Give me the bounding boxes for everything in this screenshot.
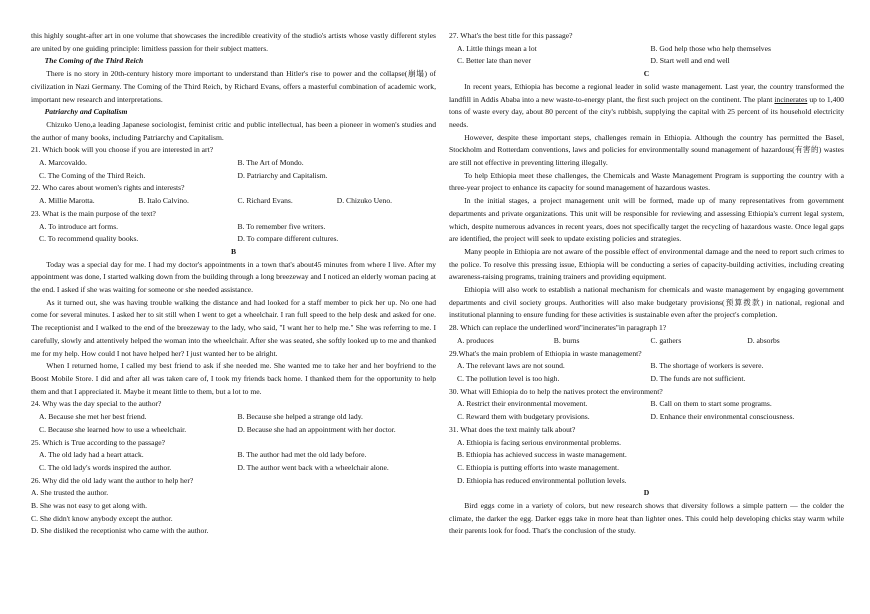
options-25 [31,449,436,474]
option-21d: D. Patriarchy and Capitalism. [237,170,328,180]
passage-b-para-3: When I returned home, I called my best friend to ask if she needed me. She wanted me to take her and her boyfriend to the Boost Mobile Store. I did and after all was taken care of, I took my friends back home. I thanked them for the opportunity to help them and that I appreciated it. Maybe it meant little to them, but a lot to me. [31,361,436,396]
option-26a: A. She trusted the author. [31,488,109,498]
options-22 [31,195,436,208]
section-c-heading: C [643,69,650,79]
option-28d: D. absorbs [747,335,780,345]
option-31a: A. Ethiopia is facing serious environmental problems. [457,437,622,447]
option-24d: D. Because she had an appointment with her doctor. [237,424,396,434]
options-24 [31,411,436,436]
option-21a: A. Marcovaldo. [39,158,87,168]
question-26: 26. Why did the old lady want the author to help her? [31,475,194,485]
option-31d: D. Ethiopia has reduced environmental pollution levels. [457,475,627,485]
option-21c: C. The Coming of the Third Reich. [39,170,146,180]
question-22: 22. Who cares about women's rights and interests? [31,183,185,193]
passage-c-para-2: However, despite these important steps, challenges remain in Ethiopia. Although the country has permitted the Basel, Stockholm and Rotterdam conventions, laws and policies for environmentally sound management of hazardous(有害的) wastes are still not effective in preventing littering illegally. [449,132,844,168]
option-31c: C. Ethiopia is putting efforts into waste management. [457,462,620,472]
passage-c-para-1-end: up to 1,400 tons of waste every day, about 80 percent of the city's rubbish, supplying the capital with 25 percent of its household electricity needs. [449,94,844,129]
passage-c-para-3: To help Ethiopia meet these challenges, the Chemicals and Waste Management Program is supporting the country with a three-year project to enhance its capacity for sound management of hazardous wastes. [449,170,844,193]
option-27c: C. Better late than never [457,56,532,66]
option-26c: C. She didn't know anybody except the author. [31,513,173,523]
question-23: 23. What is the main purpose of the text? [31,208,156,218]
option-22d: D. Chizuko Ueno. [336,196,393,206]
option-21b: B. The Art of Mondo. [237,158,304,168]
options-29 [449,360,844,385]
question-24: 24. Why was the day special to the author? [31,399,162,409]
passage-c-para-4: In the initial stages, a project management unit will be formed, made up of many representatives from government departments and private organizations. This unit will be responsible for reviewing and assessing Ethiopia's current legal system, which, despite numerous advances in recent years, does not specifically target the recycling of hazardous waste. Once legal gaps are identified, the project will seek to update existing policies and strategies. [449,196,844,244]
option-28a: A. produces [457,335,494,345]
option-30a: A. Restrict their environmental movement. [457,399,588,409]
option-25b: B. The author had met the old lady before. [237,450,367,460]
option-22b: B. Italo Calvino. [138,196,189,206]
book-desc-third-reich: There is no story in 20th-century history more important to understand than Hitler's rise to power and the collapse(崩塌) of civilization in Nazi Germany. The Coming of the Third Reich, by Richard Evans, offers a masterful combination of academic work, important new research and interpretations. [31,69,436,104]
option-27a: A. Little things mean a lot [457,43,537,53]
option-30c: C. Reward them with budgetary provisions. [457,412,590,422]
option-28c: C. gathers [650,335,682,345]
passage-c-para-1-start: In recent years, Ethiopia has become a regional leader in solid waste management. Last year, the country transformed the landfill in Addis Ababa into a new waste-to-energy plant, the first such project on the continent. The plant [449,81,844,104]
underlined-word-incinerates: incinerates [774,94,808,104]
option-22c: C. Richard Evans. [237,196,293,206]
option-26d: D. She disliked the receptionist who came with the author. [31,526,209,536]
question-25: 25. Which is True according to the passage? [31,437,165,447]
option-28b: B. burns [553,335,580,345]
option-30b: B. Call on them to start some programs. [650,399,772,409]
passage-c-para-1 [449,81,844,132]
options-23 [31,221,436,246]
section-b-heading: B [230,246,237,256]
question-31: 31. What does the text mainly talk about? [449,424,576,434]
left-column [31,30,436,538]
option-25c: C. The old lady's words inspired the author. [39,462,172,472]
option-24c: C. Because she learned how to use a wheelchair. [39,424,187,434]
book-desc-patriarchy: Chizuko Ueno,a leading Japanese sociologist, feminist critic and public intellectual, has been a pioneer in women's studies and the author of many books, including Patriarchy and Capitalism. [31,119,436,142]
option-25d: D. The author went back with a wheelchair alone. [237,462,389,472]
passage-b-para-1: Today was a special day for me. I had my doctor's appointments in a town that's about45 minutes from where I live. After my appointment was done, I started walking down from the building through a long breezeway and I noticed an elderly woman pacing at the end. I asked if she was waiting for someone or she needed assistance. [31,259,436,295]
passage-a-intro: this highly sought-after art in one volume that showcases the incredible creativity of the studio's artists whose vastly different styles are united by one guiding principle: limitless passion for their subject matters. [31,31,436,53]
passage-b-para-2: As it turned out, she was having trouble walking the distance and had looked for a staff member to pick her up. No one had come for several minutes. I asked her to sit still when I went to get a wheelchair. I ran full speed to the help desk and asked for one. The receptionist and I walked to the end of the breezeway to the lady, who said, "I want her to help me." She was referring to me. I carefully, slowly and attentively helped the woman into the wheelchair. After she was seated, she softly looked up to me and thanked me for my help. How could I not have helped her? I just wanted her to be alright. [31,297,436,358]
option-29c: C. The pollution level is too high. [457,373,560,383]
option-23d: D. To compare different cultures. [237,234,339,244]
right-column [449,30,844,538]
option-25a: A. The old lady had a heart attack. [39,450,144,460]
option-23a: A. To introduce art forms. [39,221,119,231]
options-28 [449,335,844,348]
option-24a: A. Because she met her best friend. [39,412,147,422]
question-28: 28. Which can replace the underlined word"incinerates"in paragraph 1? [449,323,667,333]
book-title-third-reich: The Coming of the Third Reich [44,56,144,66]
options-26 [31,487,436,538]
option-22a: A. Millie Marotta. [39,196,95,206]
options-21 [31,157,436,182]
option-27d: D. Start well and end well [650,56,730,66]
options-31 [449,437,844,488]
option-26b: B. She was not easy to get along with. [31,501,148,511]
book-title-patriarchy: Patriarchy and Capitalism [44,107,128,117]
passage-d-para-1: Bird eggs come in a variety of colors, but new research shows that diversity follows a simple pattern — the colder the climate, the darker the egg. Darker eggs take in more heat than lighter ones. This could help developing chicks stay warm while their parents look for food. That's the conclusion of the study. [449,501,844,536]
option-29b: B. The shortage of workers is severe. [650,361,764,371]
option-29d: D. The funds are not sufficient. [650,373,746,383]
option-30d: D. Enhance their environmental consciousness. [650,412,795,422]
section-d-heading: D [643,488,650,498]
option-29a: A. The relevant laws are not sound. [457,361,565,371]
question-27: 27. What's the best title for this passage? [449,31,573,40]
option-31b: B. Ethiopia has achieved success in waste management. [457,450,627,460]
options-27 [449,43,844,68]
options-30 [449,398,844,423]
option-24b: B. Because she helped a strange old lady. [237,412,363,422]
option-23b: B. To remember five writers. [237,221,326,231]
passage-c-para-6: Ethiopia will also work to establish a national mechanism for chemicals and waste management by engaging government departments and civil society groups. Authorities will also make budgetary provisions(预算拨款) in national, regional and institutional planning to ensure funding for these activities is sustainable even after the project's completion. [449,285,844,320]
question-21: 21. Which book will you choose if you are interested in art? [31,145,214,155]
option-27b: B. God help those who help themselves [650,43,771,53]
question-30: 30. What will Ethiopia do to help the natives protect the environment? [449,386,663,396]
passage-c-para-5: Many people in Ethiopia are not aware of the possible effect of environmental damage and the need to report such crimes to the police. To resolve this pressing issue, Ethiopia will be conducting a series of capacity-building activities, including creating awareness-raising programs, training trainers and providing equipment. [449,246,844,282]
option-23c: C. To recommend quality books. [39,234,139,244]
question-29: 29.What's the main problem of Ethiopia in waste management? [449,348,642,358]
